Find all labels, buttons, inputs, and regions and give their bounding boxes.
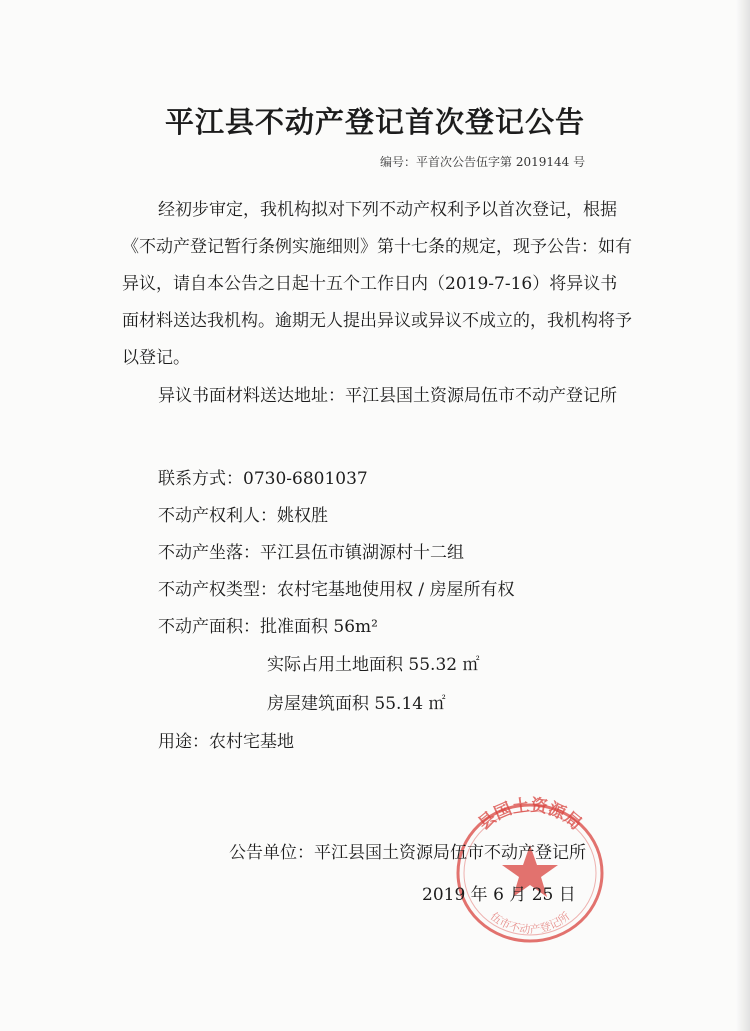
seal-text-top: 县国土资源局 <box>474 795 586 835</box>
notice-paragraph <box>122 192 632 377</box>
area-approved: 不动产面积：批准面积 56m² <box>158 617 378 637</box>
notice-paragraph-text: 经初步审定，我机构拟对下列不动产权利予以首次登记，根据《不动产登记暂行条例实施细则》第十七条的规定，现予公告：如有异议，请自本公告之日起十五个工作日内（2019-7-16）将异议书面材料送达我机构。逾期无人提出异议或异议不成立的，我机构将予以登记。 <box>122 200 632 368</box>
official-seal-graphic <box>440 793 620 943</box>
seal-text-bottom: 伍市不动产登记所 <box>487 909 573 937</box>
property-owner: 不动产权利人：姚权胜 <box>158 506 328 526</box>
property-right-type: 不动产权类型：农村宅基地使用权 / 房屋所有权 <box>158 580 515 600</box>
svg-text:伍市不动产登记所 <box>488 910 572 937</box>
page-title: 平江县不动产登记首次登记公告 <box>164 105 585 139</box>
svg-text:县国土资源局 <box>475 795 586 835</box>
property-usage: 用途：农村宅基地 <box>158 732 294 752</box>
objection-address <box>122 378 632 415</box>
contact-info: 联系方式：0730-6801037 <box>158 469 368 489</box>
area-actual: 实际占用土地面积 55.32 ㎡ <box>267 655 480 675</box>
property-location: 不动产坐落：平江县伍市镇湖源村十二组 <box>158 543 464 563</box>
page-edge-shadow <box>736 0 750 1031</box>
official-seal <box>440 793 620 943</box>
document-number: 编号：平首次公告伍字第 2019144 号 <box>380 155 586 169</box>
area-building: 房屋建筑面积 55.14 ㎡ <box>267 694 446 714</box>
objection-address-text: 异议书面材料送达地址：平江县国土资源局伍市不动产登记所 <box>158 386 617 406</box>
issue-date: 2019 年 6 月 25 日 <box>422 885 576 905</box>
issuer: 公告单位：平江县国土资源局伍市不动产登记所 <box>229 843 586 863</box>
